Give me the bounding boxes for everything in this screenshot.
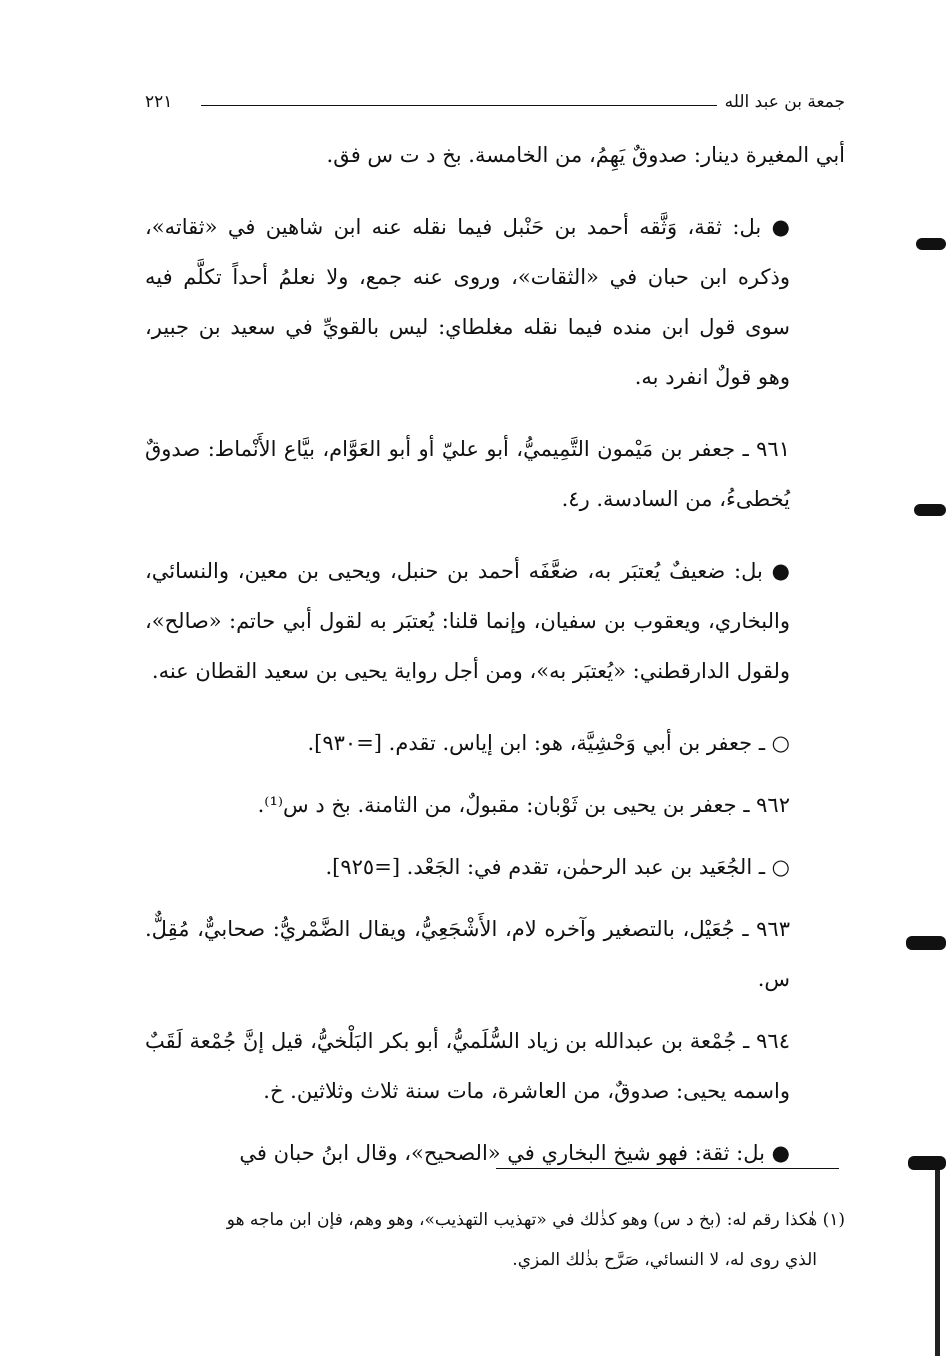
entry-962: ٩٦٢ ـ جعفر بن يحيى بن ثَوْبان: مقبولٌ، من الثامنة. بخ د س⁽¹⁾. <box>257 793 790 817</box>
footnotes <box>145 1200 845 1280</box>
header-rule <box>201 105 717 106</box>
paragraph-comment: ● بل: ضعيفٌ يُعتبَر به، ضعَّفَه أحمد بن حنبل، ويحيى بن معين، والنسائي، والبخاري، ويعقوب بن سفيان، وإنما قلنا: يُعتبَر به لقول أبي حاتم: «صالح»، ولقول الدارقطني: «يُعتبَر به»، ومن أجل رواية يحيى بن سعيد القطان عنه. <box>145 559 790 683</box>
paragraph-comment: ● بل: ثقة، وَثَّقه أحمد بن حَنْبل فيما نقله عنه ابن شاهين في «ثقاته»، وذكره ابن حبان في «الثقات»، وروى عنه جمع، ولا نعلمُ أحداً تكلَّم فيه سوى قول ابن منده فيما نقله مغلطاي: ليس بالقويِّ في سعيد بن جبير، وهو قولٌ انفرد به. <box>145 215 790 389</box>
running-title: جمعة بن عبد الله <box>724 92 845 112</box>
scan-edge-mark <box>906 936 946 950</box>
scan-edge-mark <box>908 1156 946 1170</box>
cross-reference: ○ ـ جعفر بن أبي وَحْشِيَّة، هو: ابن إياس. تقدم. [=٩٣٠]. <box>307 731 790 755</box>
footnote-line: (١) هٰكذا رقم له: (بخ د س) وهو كذٰلك في «تهذيب التهذيب»، وهو وهم، فإن ابن ماجه هو <box>226 1210 845 1230</box>
paragraph-continuation: أبي المغيرة دينار: صدوقٌ يَهِمُ، من الخامسة. بخ د ت س فق. <box>326 143 845 167</box>
scan-edge-mark <box>916 238 946 250</box>
entry-961: ٩٦١ ـ جعفر بن مَيْمون التَّمِيميُّ، أبو عليّ أو أبو العَوَّام، بيَّاع الأَنْماط: صدوقٌ يُخطىءُ، من السادسة. ر٤. <box>145 437 790 511</box>
scan-edge-mark <box>914 504 946 516</box>
entry-964: ٩٦٤ ـ جُمْعة بن عبدالله بن زياد السُّلَميُّ، أبو بكر البَلْخيُّ، قيل إنَّ جُمْعة لَقَبٌ واسمه يحيى: صدوقٌ، من العاشرة، مات سنة ثلاث وثلاثين. خ. <box>145 1029 790 1103</box>
footnote-rule <box>496 1168 839 1169</box>
entry-963: ٩٦٣ ـ جُعَيْل، بالتصغير وآخره لام، الأَشْجَعِيُّ، ويقال الضَّمْريُّ: صحابيٌّ، مُقِلٌّ. س. <box>145 917 790 991</box>
page-number: ٢٢١ <box>145 92 173 112</box>
main-text <box>145 130 845 1178</box>
paragraph-comment: ● بل: ثقة: فهو شيخ البخاري في «الصحيح»، وقال ابنُ حبان في <box>239 1141 790 1165</box>
cross-reference: ○ ـ الجُعَيد بن عبد الرحمٰن، تقدم في: الجَعْد. [=٩٢٥]. <box>325 855 790 879</box>
footnote-line: الذي روى له، لا النسائي، صَرَّح بذٰلك المزي. <box>512 1250 817 1270</box>
running-head <box>145 92 845 116</box>
scan-edge-line <box>935 1170 940 1356</box>
